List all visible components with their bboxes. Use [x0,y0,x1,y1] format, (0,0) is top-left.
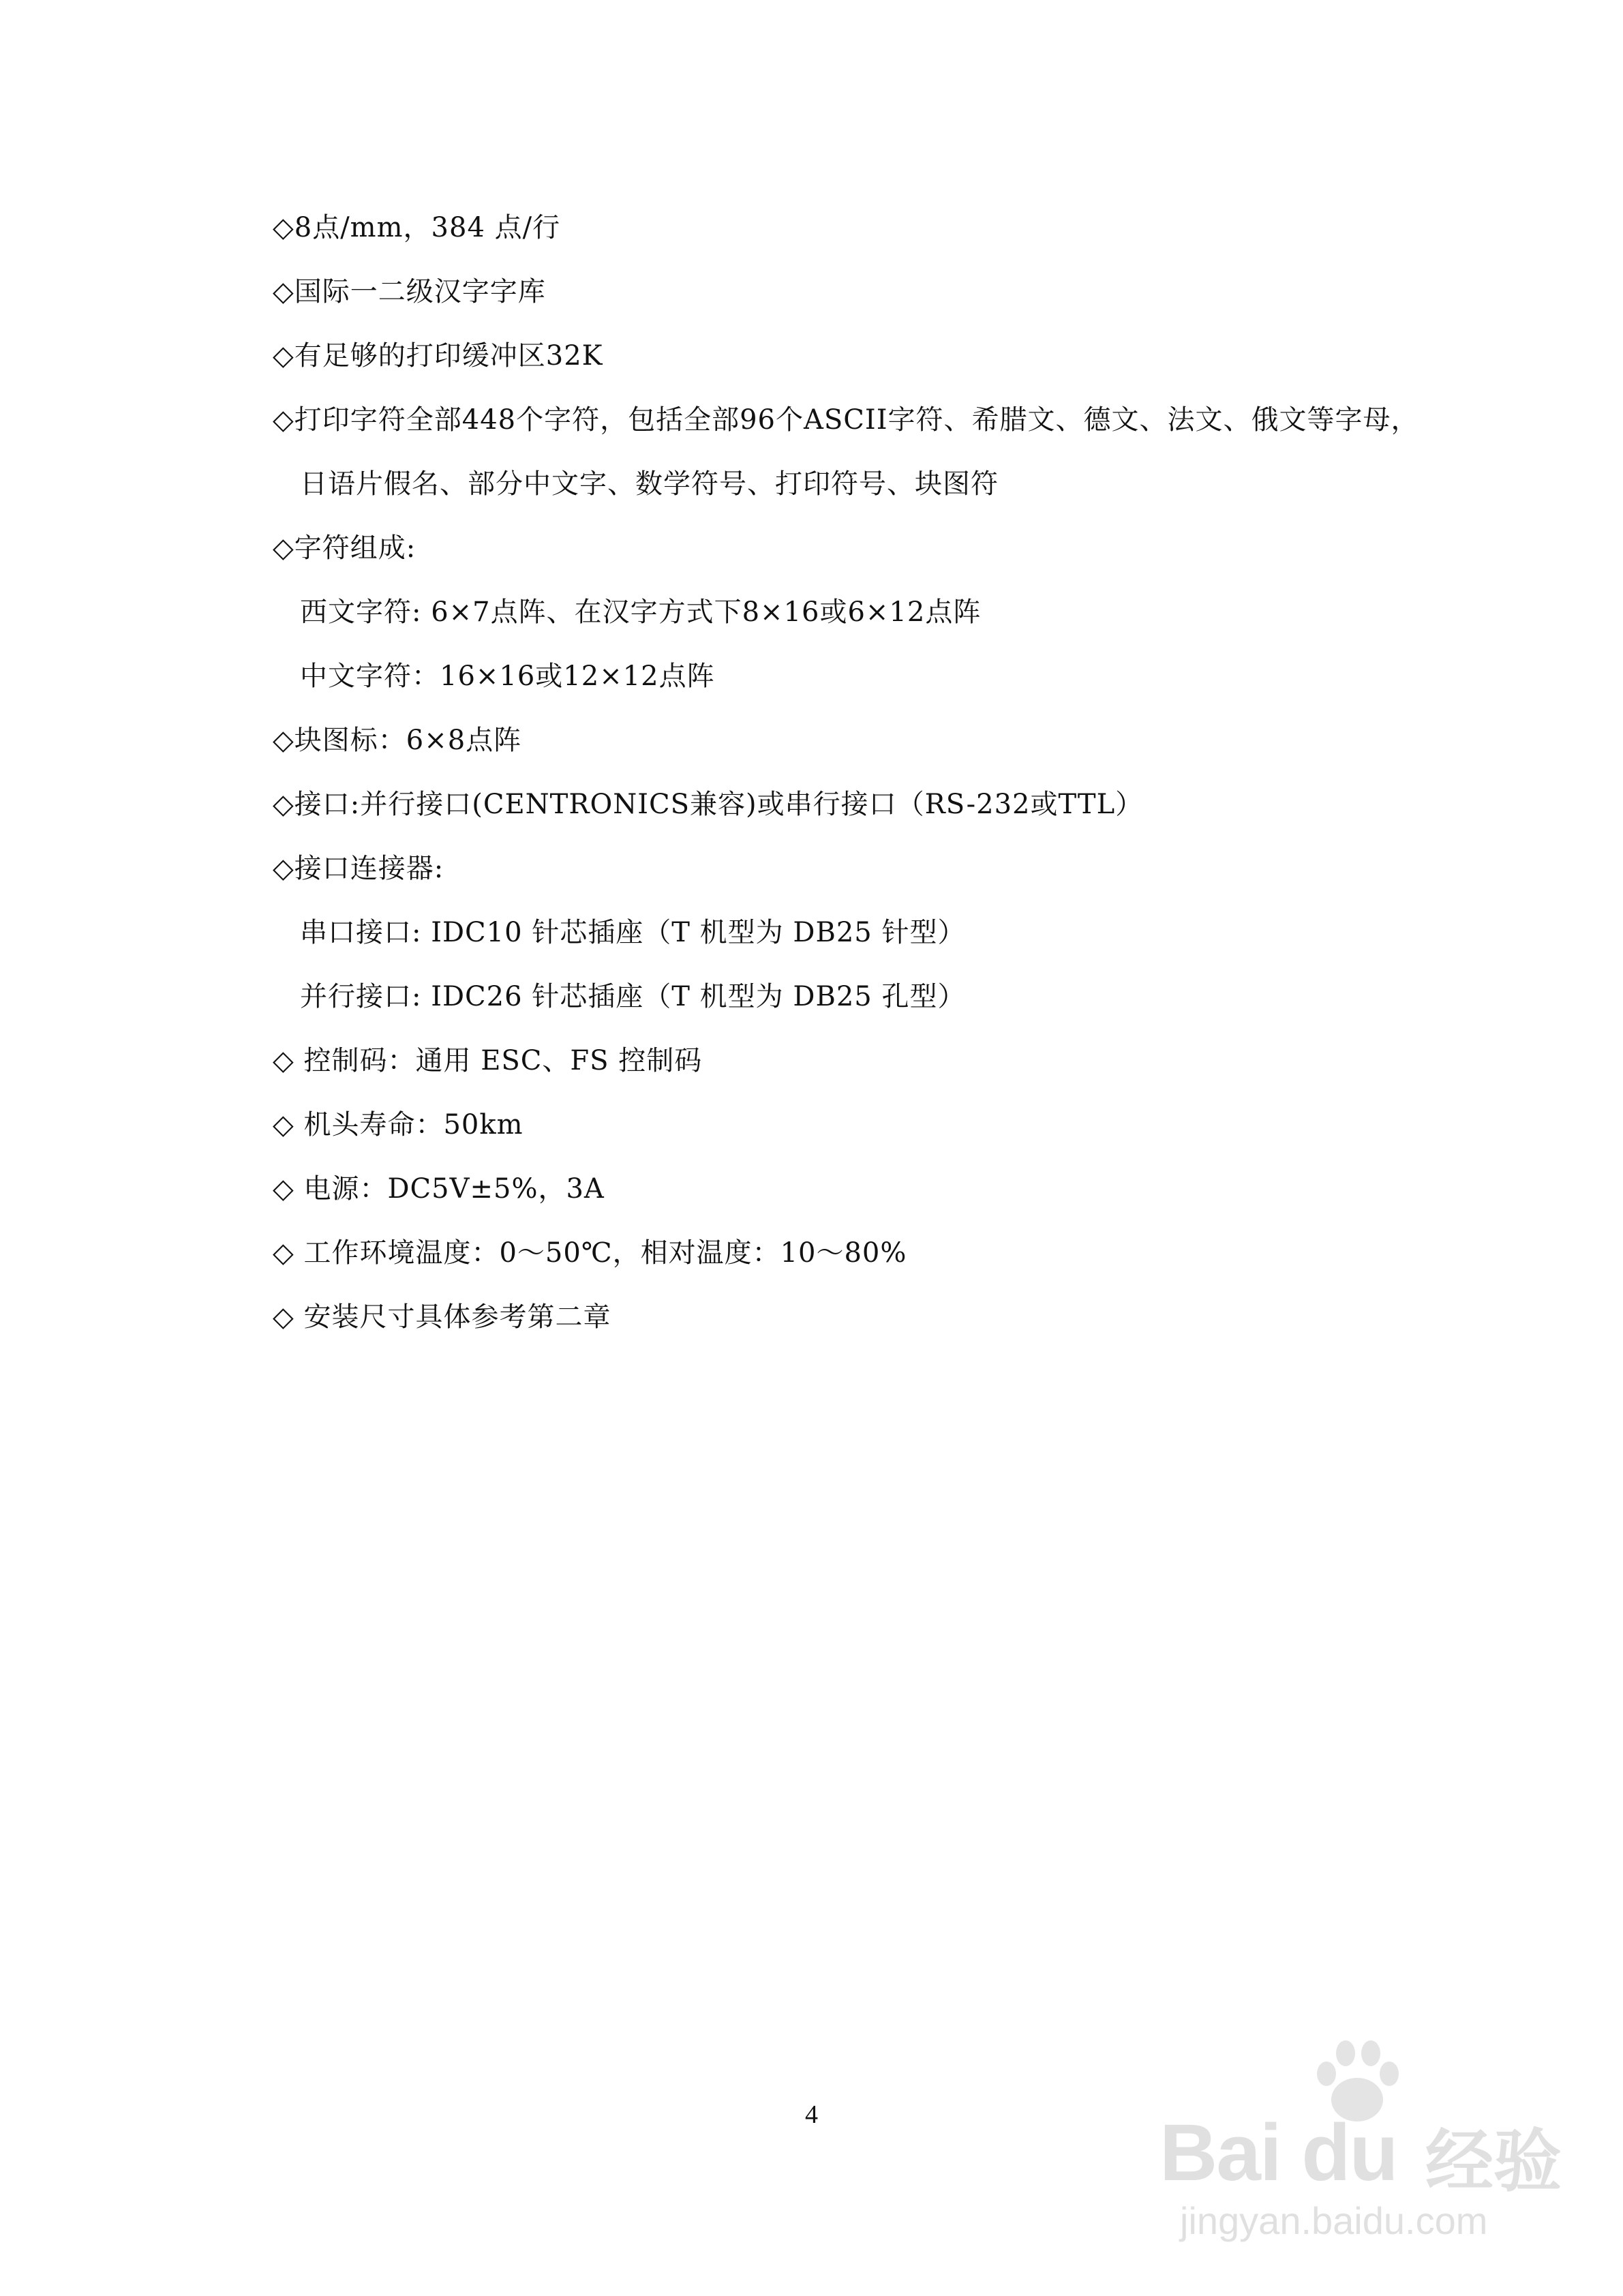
watermark-cn-text: 经验 [1425,2121,1562,2201]
page-number: 4 [805,2100,818,2129]
watermark-url: jingyan.baidu.com [1180,2199,1488,2242]
spec-line: ◇国际一二级汉字字库 [273,276,546,307]
spec-line: ◇接口连接器: [273,853,444,884]
spec-line: ◇ 机头寿命：50km [273,1109,524,1141]
spec-line: ◇有足够的打印缓冲区32K [273,340,603,372]
spec-line: ◇接口:并行接口(CENTRONICS兼容)或串行接口（RS-232或TTL） [273,789,1144,820]
spec-line: ◇ 工作环境温度：0～50℃，相对温度：10～80% [273,1237,907,1269]
spec-line: ◇ 电源：DC5V±5%，3A [273,1173,605,1205]
spec-line: ◇打印字符全部448个字符，包括全部96个ASCII字符、希腊文、德文、法文、俄文等字母， [273,404,1419,436]
spec-line: ◇ 控制码：通用 ESC、FS 控制码 [273,1045,703,1076]
spec-subline: 中文字符：16×16或12×12点阵 [300,661,715,692]
spec-subline: 串口接口: IDC10 针芯插座（T 机型为 DB25 针型） [300,917,966,948]
spec-subline: 并行接口: IDC26 针芯插座（T 机型为 DB25 孔型） [300,981,966,1012]
watermark-logo-text: Bai du [1159,2108,1397,2198]
spec-line: ◇字符组成: [273,532,416,564]
baidu-jingyan-watermark [1159,2031,1568,2256]
spec-line: ◇8点/mm，384 点/行 [273,212,561,243]
spec-line: ◇块图标：6×8点阵 [273,725,522,756]
spec-subline: 西文字符: 6×7点阵、在汉字方式下8×16或6×12点阵 [300,596,982,628]
spec-line-continuation: 日语片假名、部分中文字、数学符号、打印符号、块图符 [300,468,999,500]
spec-line: ◇ 安装尺寸具体参考第二章 [273,1301,611,1333]
